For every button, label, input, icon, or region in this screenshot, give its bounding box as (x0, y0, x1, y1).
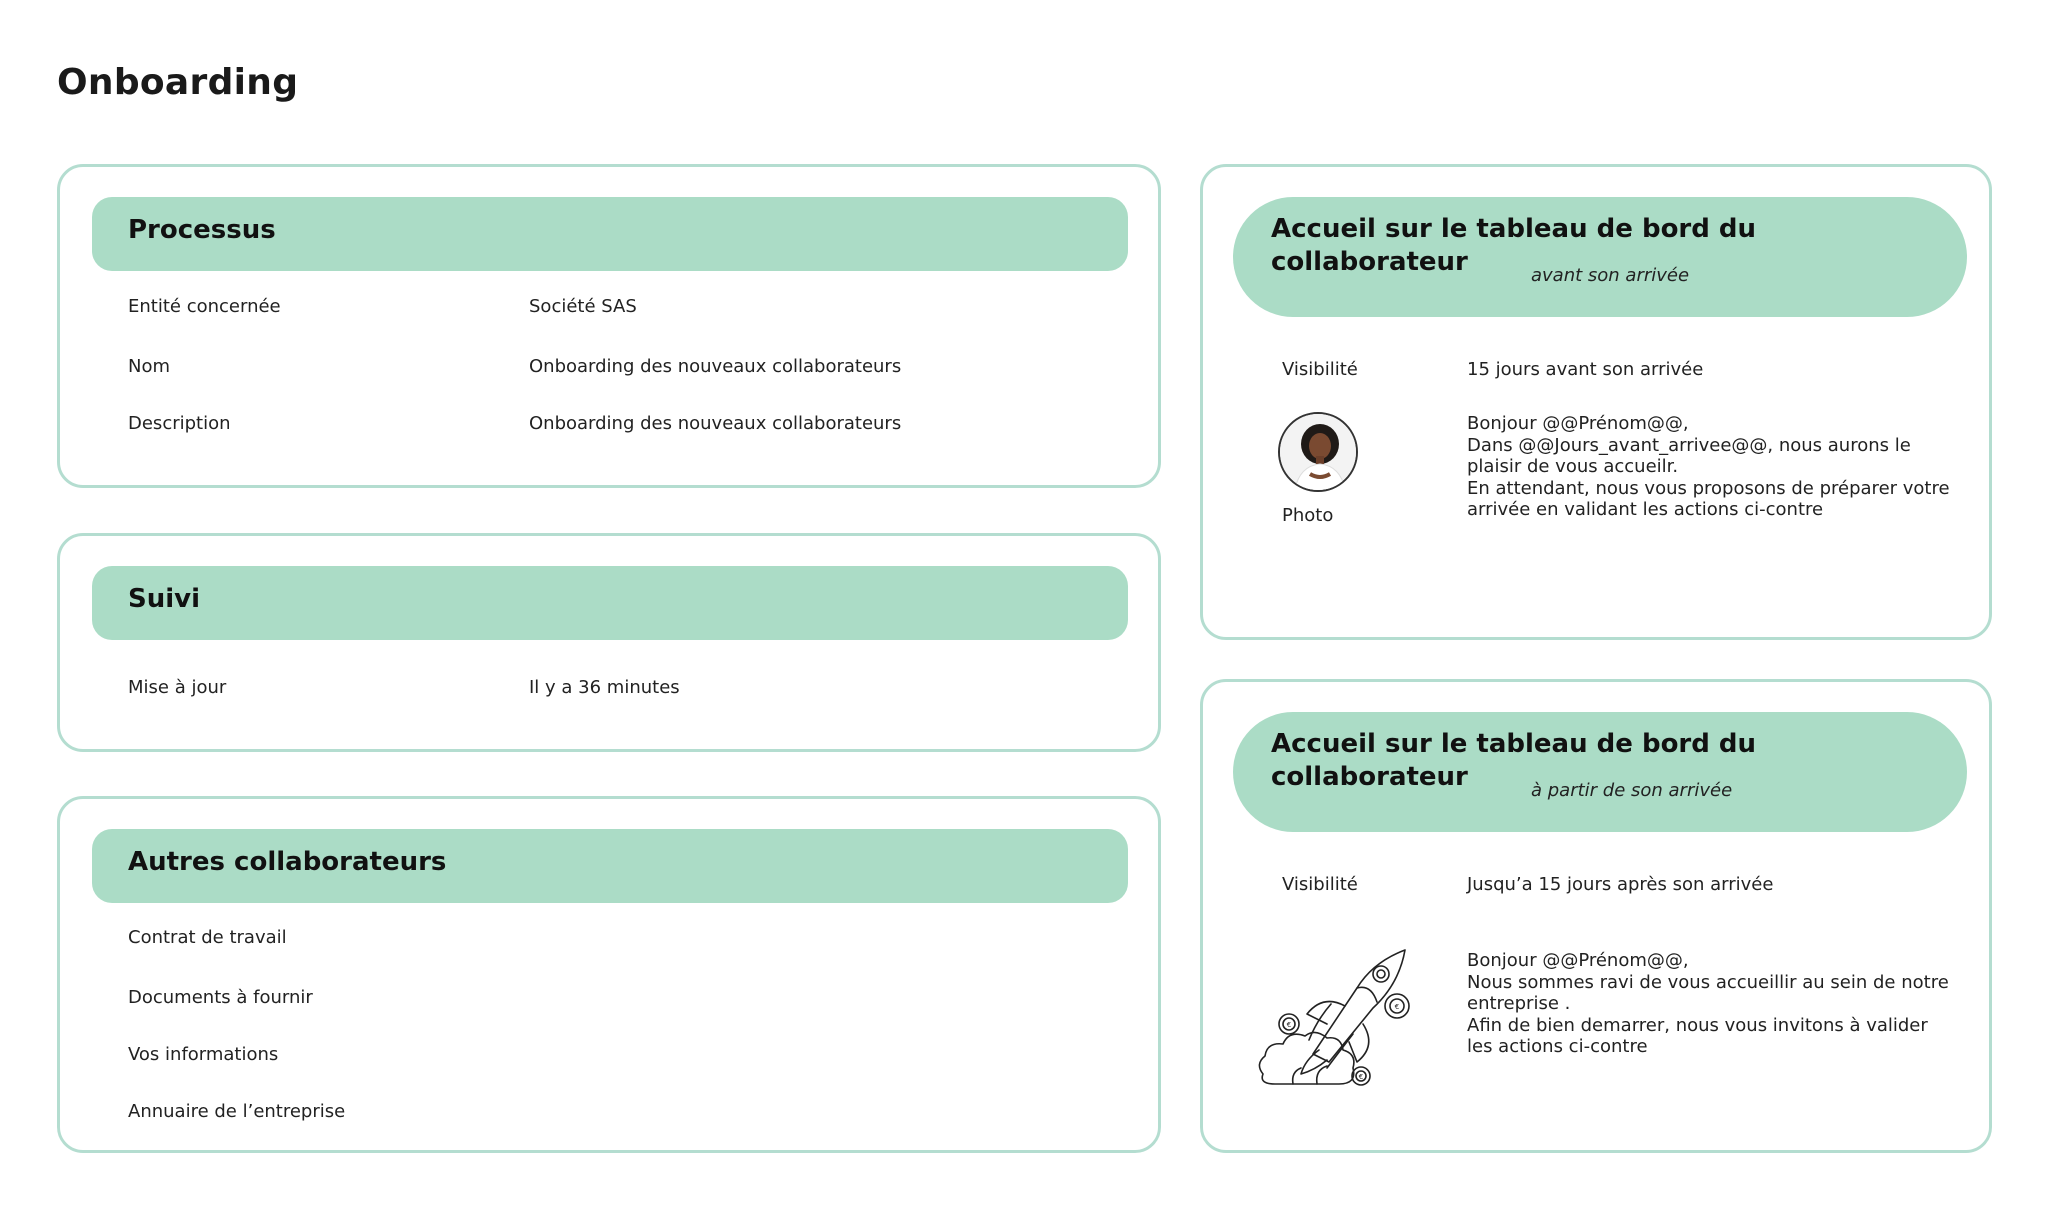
accueil-avant-header (1233, 197, 1967, 317)
svg-text:€: € (1286, 1021, 1292, 1029)
autres-title: Autres collaborateurs (128, 847, 447, 877)
autres-item-contrat[interactable]: Contrat de travail (128, 927, 287, 948)
accueil-avant-subtitle: avant son arrivée (1531, 265, 1690, 286)
processus-entity-value: Société SAS (529, 296, 637, 317)
accueil-apres-title: Accueil sur le tableau de bord du collaborateur (1271, 729, 1757, 792)
autres-card (57, 796, 1161, 1153)
autres-item-documents[interactable]: Documents à fournir (128, 987, 313, 1008)
accueil-avant-visibility-value: 15 jours avant son arrivée (1467, 359, 1704, 380)
accueil-avant-title: Accueil sur le tableau de bord du collaborateur (1271, 214, 1757, 277)
suivi-update-label: Mise à jour (128, 677, 227, 698)
autres-item-annuaire[interactable]: Annuaire de l’entreprise (128, 1101, 346, 1122)
avatar (1278, 412, 1358, 492)
accueil-apres-visibility-value: Jusqu’a 15 jours après son arrivée (1467, 874, 1774, 895)
processus-entity-label: Entité concernée (128, 296, 281, 317)
accueil-apres-message: Bonjour @@Prénom@@, Nous sommes ravi de vous accueillir au sein de notre entreprise . Afin de bien demarrer, nous vous invitons à valider les actions ci-contre (1467, 950, 1949, 1058)
accueil-apres-header (1233, 712, 1967, 832)
suivi-header (92, 566, 1128, 640)
suivi-title: Suivi (128, 584, 201, 614)
processus-description-value: Onboarding des nouveaux collaborateurs (529, 413, 902, 434)
page-title: Onboarding (57, 62, 299, 103)
autres-item-informations[interactable]: Vos informations (128, 1044, 279, 1065)
processus-title: Processus (128, 215, 276, 245)
autres-header (92, 829, 1128, 903)
accueil-avant-visibility-label: Visibilité (1282, 359, 1358, 380)
accueil-avant-card (1200, 164, 1992, 640)
svg-text:€: € (1394, 1003, 1400, 1011)
suivi-update-value: Il y a 36 minutes (529, 677, 680, 698)
accueil-apres-visibility-label: Visibilité (1282, 874, 1358, 895)
processus-header (92, 197, 1128, 271)
avatar-photo-icon (1280, 414, 1358, 492)
suivi-card (57, 533, 1161, 752)
accueil-apres-subtitle: à partir de son arrivée (1531, 780, 1733, 801)
svg-text:€: € (1358, 1073, 1364, 1081)
accueil-avant-message: Bonjour @@Prénom@@, Dans @@Jours_avant_arrivee@@, nous aurons le plaisir de vous accueilr. En attendant, nous vous proposons de préparer votre arrivée en validant les actions ci-contre (1467, 413, 1950, 521)
processus-name-value: Onboarding des nouveaux collaborateurs (529, 356, 902, 377)
accueil-apres-card (1200, 679, 1992, 1153)
rocket-illustration-icon (1253, 944, 1423, 1104)
processus-name-label: Nom (128, 356, 171, 377)
processus-card (57, 164, 1161, 488)
processus-description-label: Description (128, 413, 231, 434)
accueil-avant-photo-label: Photo (1282, 505, 1334, 526)
